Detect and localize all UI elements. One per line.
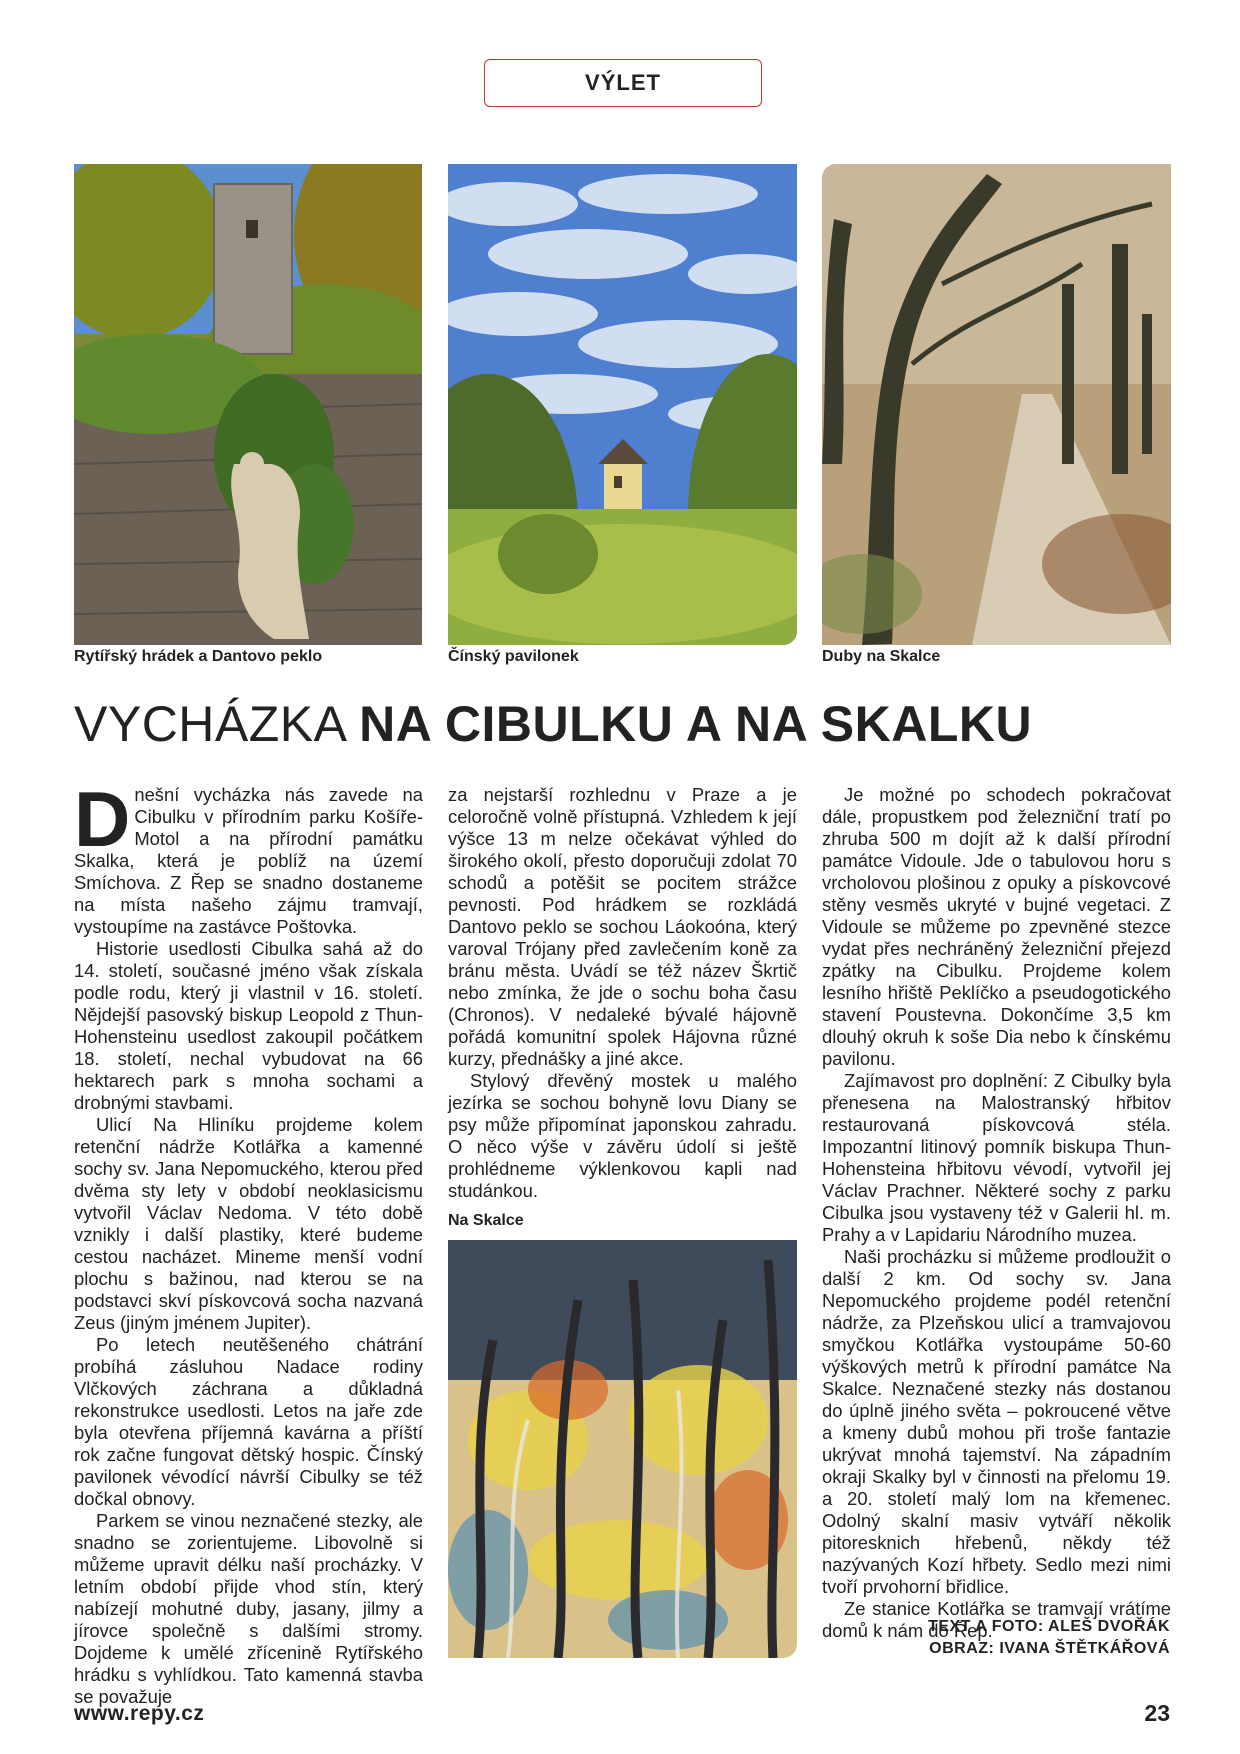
castle-ruin-photo <box>74 164 422 645</box>
paragraph-text: nešní vycházka nás zavede na Cibulku v přírodním parku Košíře-Motol a na přírodní památku Skalka, která je poblíž na území Smíchova. Z Řep se snadno dostaneme na místa našeho zájmu tramvají, vystoupíme na zastávce Poštovka. <box>74 784 423 937</box>
painting-caption: Na Skalce <box>448 1212 524 1229</box>
article-headline <box>74 694 1032 754</box>
paragraph: Po letech neutěšeného chátrání probíhá zásluhou Nadace rodiny Vlčkových záchrana a důkladná rekonstrukce usedlosti. Letos na jaře zde byla otevřena příjemná kavárna a příští rok začne fungovat dětský hospic. Čínský pavilonek vévodící návrší Cibulky se též dočkal obnovy. <box>74 1334 423 1509</box>
paragraph: Naši procházku si můžeme prodloužit o další 2 km. Od sochy sv. Jana Nepomuckého projdeme podél retenční nádrže, za Plzeňskou ulicí a tramvajovou smyčkou Kotlářka vystoupáme 50-60 výškových metrů k přírodní památce Na Skalce. Neznačené stezky nás dostanou do úplně jiného světa – pokroucené větve a kmeny dubů mohou při troše fantazie ukrývat mnohá tajemství. Na západním okraji Skalky byl v činnosti na přelomu 19. a 20. století malý lom na křemenec. Odolný skalní masiv vytváří několik pitoresknich hřebenů, někdy též nazývaných Kozí hřbety. Sedlo mezi nimi tvoří prvohorní břidlice. <box>822 1246 1171 1597</box>
article-column-1 <box>74 775 423 1708</box>
paragraph: Zajímavost pro doplnění: Z Cibulky byla přenesena na Malostranský hřbitov restaurovaná pískovcová stéla. Impozantní litinový pomník biskupa Thun-Hohensteina hřbitovu vévodí, vytvořil jej Václav Prachner. Některé sochy z parku Cibulka jsou vystaveny též v Galerii hl. m. Prahy a v Lapidariu Národního muzea. <box>822 1070 1171 1245</box>
painting-image <box>448 1240 797 1658</box>
headline-light: VYCHÁZKA <box>74 696 360 752</box>
footer-url[interactable]: www.repy.cz <box>74 1702 205 1725</box>
page-number: 23 <box>1144 1700 1170 1726</box>
paragraph: Historie usedlosti Cibulka sahá až do 14. století, současné jméno však získala podle rodu, který ji vlastnil v 16. století. Nějdejší pasovský biskup Leopold z Thun-Hohensteinu usedlost zakoupil počátkem 18. století, nechal vybudovat na 66 hektarech park s mnoha sochami a drobnými stavbami. <box>74 938 423 1113</box>
drop-cap: D <box>74 775 131 863</box>
paragraph: Je možné po schodech pokračovat dále, propustkem pod železniční tratí po zhruba 500 m dojít až k další přírodní památce Vidoule. Jde o tabulovou horu s vrcholovou plošinou z opuky a pískovcové stěny vesměs ukryté v bujné vegetaci. Z Vidoule se můžeme po zpevněné stezce vydat přes nechráněný železniční přejezd zpátky na Cibulku. Projdeme kolem lesního hřiště Peklíčko a pseudogotického stavení Poustevna. Dokončíme 3,5 km dlouhý okruh k soše Dia nebo k čínskému pavilonu. <box>822 784 1171 1069</box>
credits-painting: OBRAZ: IVANA ŠTĚTKÁŘOVÁ <box>929 1640 1170 1657</box>
section-tag: VÝLET <box>484 59 762 107</box>
article-column-3 <box>822 784 1171 1642</box>
credits-text-photo: TEXT A FOTO: ALEŠ DVOŘÁK <box>928 1618 1170 1635</box>
paragraph: Ulicí Na Hliníku projdeme kolem retenční nádrže Kotlářka a kamenné sochy sv. Jana Nepomuckého, kterou před dvěma sty lety v období neoklasicismu vytvořil Václav Nedoma. V této době vznikly i další plastiky, které budeme cestou nacházet. Mineme menší vodní plochu s bažinou, nad kterou se na podstavci skví pískovcová socha nazvaná Zeus (jiným jménem Jupiter). <box>74 1114 423 1333</box>
paragraph <box>74 775 423 938</box>
oak-path-photo <box>822 164 1171 645</box>
paragraph: Parkem se vinou neznačené stezky, ale snadno se zorientujeme. Libovolně si můžeme upravit délku naší procházky. V letním období přijde vhod stín, který nabízejí mohutné duby, jasany, jilmy a jírovce společně s dalšími stromy. Dojdeme k umělé zřícenině Rytířského hrádku s vyhlídkou. Tato kamenná stavba se považuje <box>74 1510 423 1707</box>
headline-bold: NA CIBULKU A NA SKALKU <box>359 696 1033 752</box>
paragraph: Stylový dřevěný mostek u malého jezírka se sochou bohyně lovu Diany se psy může připomínat japonskou zahradu. O něco výše v závěru údolí si ještě prohlédneme výklenkovou kapli nad studánkou. <box>448 1070 797 1201</box>
article-column-2 <box>448 784 797 1202</box>
pavilion-photo <box>448 164 797 645</box>
paragraph: za nejstarší rozhlednu v Praze a je celoročně volně přístupná. Vzhledem k její výšce 13 m nelze očekávat výhled do širokého okolí, přesto doporučuji zdolat 70 schodů a potěšit se pocitem strážce pevnosti. Pod hrádkem se rozkládá Dantovo peklo se sochou Láokoóna, který varoval Trójany před zavlečením koně za bránu města. Uvádí se též název Škrtič nebo zmínka, že jde o sochu boha času (Chronos). V nedaleké bývalé hájovně pořádá komunitní spolek Hájovna různé kurzy, přednášky a jiné akce. <box>448 784 797 1069</box>
photo-caption-3: Duby na Skalce <box>822 648 941 665</box>
paragraph: Ze stanice Kotlářka se tramvají vrátíme domů k nám do Řep. <box>822 1598 1171 1641</box>
credits <box>928 1616 1170 1660</box>
photo-caption-1: Rytířský hrádek a Dantovo peklo <box>74 648 323 665</box>
photo-caption-2: Čínský pavilonek <box>448 648 579 665</box>
